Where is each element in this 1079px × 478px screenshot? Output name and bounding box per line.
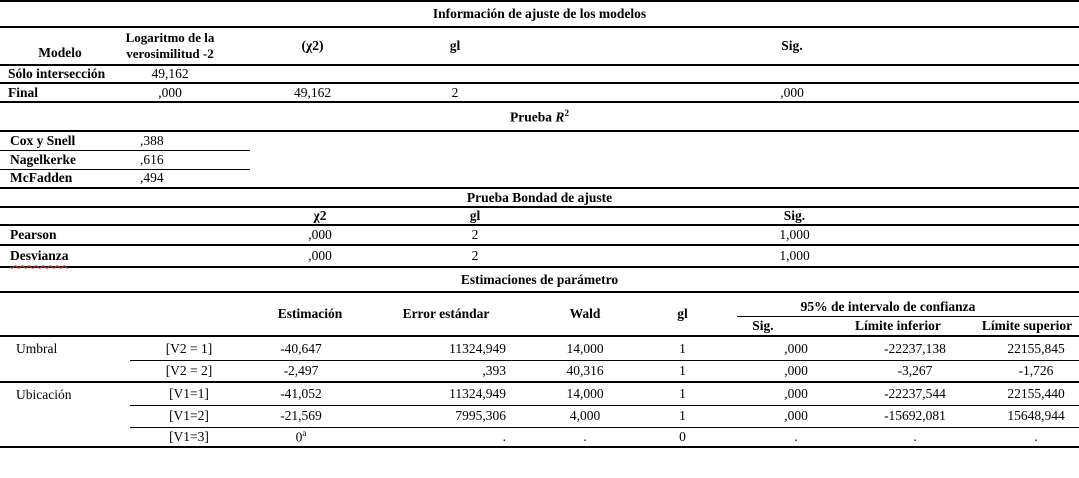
col-header-gl: gl [440,207,510,225]
row-label: Final [8,84,39,100]
cell [250,131,1079,150]
cell: ,000 [200,225,440,245]
col-header-wald: Wald [520,292,650,336]
table-row [0,131,1079,150]
cell: 7995,306 [372,405,520,427]
cell: 1 [650,382,715,405]
cell-value: 0 [295,429,303,445]
r-symbol: R [555,109,565,125]
col-header-chi2: (χ2) [220,27,405,65]
row-label [0,245,200,266]
cell: 2 [451,84,459,100]
cell: -21,569 [248,405,372,427]
cell [250,150,1079,169]
cell: 1 [650,336,715,360]
cell: 1 [650,405,715,427]
cell: 22155,845 [975,336,1079,360]
col-header-sig: Sig. [505,27,1079,65]
cell [248,427,372,446]
table-row [0,267,1079,292]
cell: ,000 [715,360,855,382]
cell [405,65,505,83]
cell: 49,162 [293,84,332,100]
col-header-estimacion: Estimación [248,292,372,336]
cell: 0 [679,428,686,444]
table-row [0,27,1079,65]
table-row [0,360,1079,382]
parameter-estimates-title: Estimaciones de parámetro [0,267,1079,292]
r2-test-title [0,102,1079,131]
cell: 11324,949 [372,336,520,360]
cell: ,616 [140,150,250,169]
cell: . [583,428,587,444]
title-text: Prueba [510,109,556,125]
table-row [0,382,1079,405]
param-label: [V1=3] [169,428,209,444]
footnote-marker: a [302,427,307,438]
cell: ,000 [715,405,855,427]
cell: 11324,949 [372,382,520,405]
cell: -22237,544 [855,382,975,405]
cell: 49,162 [120,65,220,83]
cell: 2 [440,225,510,245]
table-row [0,225,1079,245]
goodness-of-fit-title: Prueba Bondad de ajuste [0,188,1079,207]
cell: -2,497 [248,360,372,382]
cell: -1,726 [975,360,1079,382]
cell: ,494 [140,170,164,186]
col-header-chi2: χ2 [200,207,440,225]
table-row [0,1,1079,27]
param-label: [V2 = 1] [130,336,248,360]
cell: ,388 [140,131,250,150]
model-fit-table [0,0,1079,101]
cell [250,169,1079,187]
r2-test-table [0,101,1079,187]
row-label: Nagelkerke [0,150,140,169]
col-header-limite-inferior: Límite inferior [855,317,975,336]
misspelled-word: Desvianza [10,248,69,264]
cell: -3,267 [855,360,975,382]
row-label: Cox y Snell [0,131,140,150]
group-label: Umbral [0,336,130,382]
cell: ,000 [780,84,804,100]
table-row [0,405,1079,427]
cell: -15692,081 [855,405,975,427]
cell: -41,052 [248,382,372,405]
table-row [0,336,1079,360]
param-label: [V2 = 2] [130,360,248,382]
col-header-modelo: Modelo [0,27,120,65]
table-row [0,169,1079,187]
cell: . [1034,428,1038,444]
col-header-gl: gl [650,292,715,336]
cell: . [913,428,917,444]
cell: ,000 [715,336,855,360]
parameter-estimates-table [0,266,1079,447]
cell: 1,000 [510,225,1079,245]
r-exponent: 2 [564,107,569,118]
model-fit-title: Información de ajuste de los modelos [0,1,1079,27]
cell: ,000 [158,84,182,100]
table-row [0,65,1079,83]
cell: 14,000 [520,336,650,360]
cell: 14,000 [520,382,650,405]
cell: -22237,138 [855,336,975,360]
col-header-empty [130,292,248,336]
cell: 15648,944 [975,405,1079,427]
cell: -40,647 [248,336,372,360]
table-row [0,427,1079,446]
cell: 4,000 [520,405,650,427]
cell: ,000 [308,248,332,264]
cell: 2 [471,248,479,264]
table-row [0,292,1079,317]
row-label: McFadden [10,170,73,186]
cell: 22155,440 [975,382,1079,405]
cell: . [502,428,506,444]
col-header-sig: Sig. [715,317,855,336]
cell [220,65,405,83]
param-label: [V1=1] [130,382,248,405]
table-row [0,83,1079,101]
col-header-empty [0,207,200,225]
col-header-error-estandar: Error estándar [372,292,520,336]
group-label: Ubicación [16,387,72,403]
table-row [0,207,1079,225]
table-row [0,188,1079,207]
table-row [0,245,1079,266]
col-header-confidence-interval [715,292,1079,317]
cell: 1,000 [779,248,810,264]
col-header-gl: gl [405,27,505,65]
cell: 1 [650,360,715,382]
row-label: Sólo intersección [0,65,120,83]
cell: ,000 [715,382,855,405]
col-header-empty [0,292,130,336]
goodness-of-fit-table [0,187,1079,266]
row-label: Pearson [0,225,200,245]
cell: ,393 [372,360,520,382]
col-header-loglik: Logaritmo de la verosimilitud -2 [120,27,220,65]
table-row [0,150,1079,169]
cell: . [794,428,798,444]
confidence-interval-label: 95% de intervalo de confianza [737,299,1079,317]
col-header-sig: Sig. [510,207,1079,225]
table-row [0,102,1079,131]
col-header-limite-superior: Límite superior [975,317,1079,336]
cell: 40,316 [520,360,650,382]
param-label: [V1=2] [130,405,248,427]
cell [505,65,1079,83]
